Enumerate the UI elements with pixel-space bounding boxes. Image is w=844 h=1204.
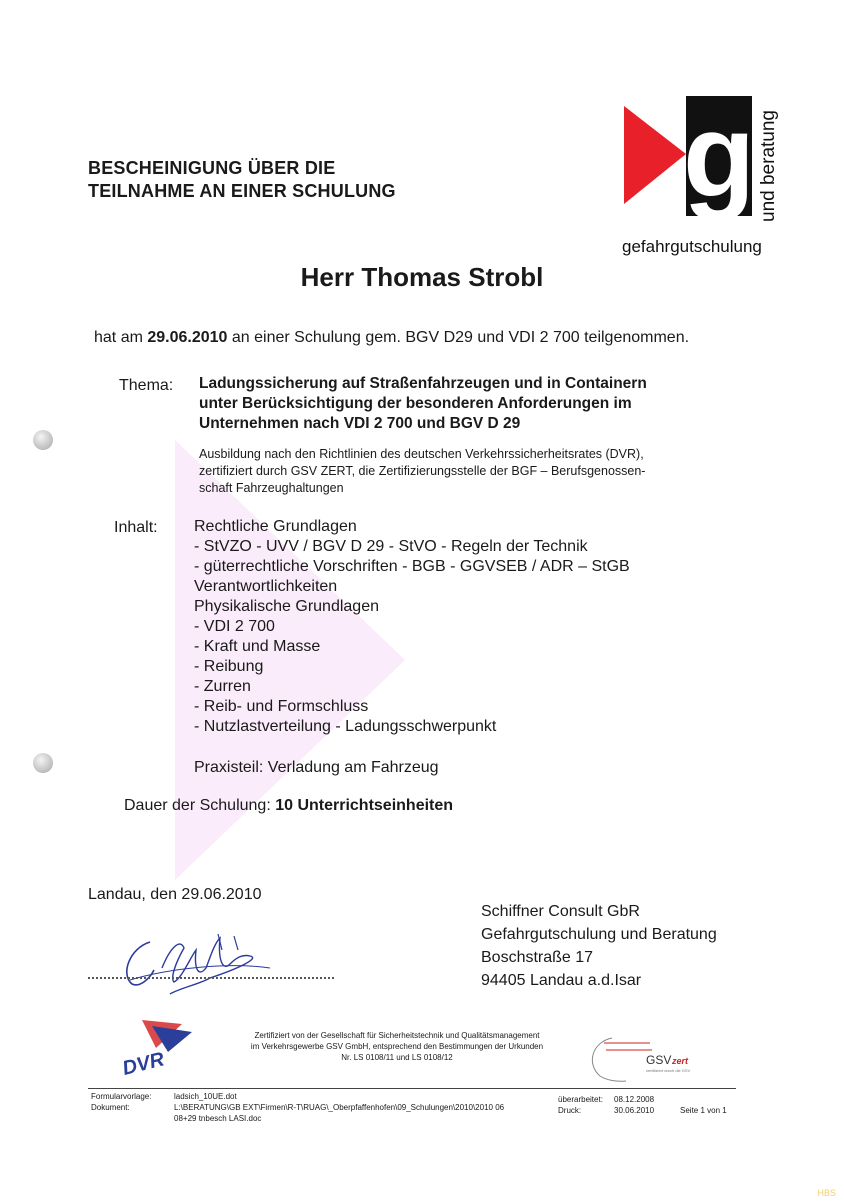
page-number: Seite 1 von 1 [680, 1106, 727, 1115]
gsv-tagline: zertifiziert durch die GSV [646, 1068, 691, 1073]
inhalt-item: Physikalische Grundlagen [194, 598, 379, 615]
duration-value: 10 Unterrichtseinheiten [275, 797, 454, 814]
corner-mark: HBS [817, 1188, 836, 1198]
gsv-zert-logo [586, 1034, 698, 1084]
training-date: 29.06.2010 [147, 329, 228, 346]
logo-caption: gefahrgutschulung [622, 237, 762, 256]
footer-date-labels [558, 1094, 603, 1116]
gefahrgutschulung-logo [620, 92, 780, 262]
intro-prefix: hat am [94, 329, 148, 346]
thema-line: Ladungssicherung auf Straßenfahrzeugen und in Containern [199, 375, 647, 392]
company-line: Boschstraße 17 [481, 949, 594, 966]
footer-date-values [614, 1094, 654, 1116]
inhalt-label: Inhalt: [114, 519, 158, 536]
gsv-suffix: zert [672, 1056, 689, 1066]
inhalt-item: Verantwortlichkeiten [194, 578, 338, 595]
inhalt-list [194, 517, 630, 737]
footer-values [174, 1091, 504, 1124]
inhalt-item: - Reibung [194, 658, 264, 675]
inhalt-item: - Zurren [194, 678, 251, 695]
thema-line: unter Berücksichtigung der besonderen Anforderungen im [199, 395, 632, 412]
druck-date: 30.06.2010 [614, 1106, 655, 1115]
inhalt-item: - VDI 2 700 [194, 618, 275, 635]
dvr-logo-text: DVR [120, 1048, 167, 1076]
footer-labels [91, 1091, 151, 1113]
thema-label: Thema: [119, 377, 174, 394]
company-line: Gefahrgutschulung und Beratung [481, 926, 717, 943]
dokument-path-cont: 08+29 tnbesch LASI.doc [174, 1114, 262, 1123]
heading-line-2: TEILNAHME AN EINER SCHULUNG [88, 181, 396, 201]
thema-note [199, 446, 739, 497]
place-and-date: Landau, den 29.06.2010 [88, 886, 262, 903]
dvr-logo [112, 1018, 198, 1076]
cert-line: im Verkehrsgewerbe GSV GmbH, entsprechend den Bestimmungen der Urkunden [250, 1042, 544, 1051]
bearbeitet-label: überarbeitet: [558, 1095, 603, 1104]
certification-text [232, 1030, 562, 1063]
company-line: Schiffner Consult GbR [481, 903, 640, 920]
intro-suffix: an einer Schulung gem. BGV D29 und VDI 2 700 teilgenommen. [227, 329, 690, 346]
recipient-name: Herr Thomas Strobl [300, 262, 544, 292]
note-line: Ausbildung nach den Richtlinien des deutschen Verkehrssicherheitsrates (DVR), [199, 447, 644, 461]
formularvorlage-value: ladsich_10UE.dot [174, 1092, 237, 1101]
footer-divider [88, 1088, 736, 1089]
inhalt-item: - Kraft und Masse [194, 638, 321, 655]
company-line: 94405 Landau a.d.Isar [481, 972, 642, 989]
note-line: schaft Fahrzeughaltungen [199, 481, 344, 495]
praxis-line: Praxisteil: Verladung am Fahrzeug [194, 759, 439, 776]
note-line: zertifiziert durch GSV ZERT, die Zertifizierungsstelle der BGF – Berufsgenossen- [199, 464, 646, 478]
signature [110, 928, 280, 1000]
formularvorlage-label: Formularvorlage: [91, 1092, 152, 1101]
inhalt-item: - Nutzlastverteilung - Ladungsschwerpunkt [194, 718, 497, 735]
bearbeitet-date: 08.12.2008 [614, 1095, 655, 1104]
intro-sentence [94, 329, 689, 347]
dokument-path: L:\BERATUNG\GB EXT\Firmen\R-T\RUAG\_Oberpfaffenhofen\09_Schulungen\2010\2010 06 [174, 1103, 505, 1112]
company-address [481, 900, 717, 992]
duration-line [124, 797, 453, 815]
cert-line: Nr. LS 0108/11 und LS 0108/12 [341, 1053, 453, 1062]
heading-line-1: BESCHEINIGUNG ÜBER DIE [88, 158, 336, 178]
punch-hole-top [33, 430, 53, 450]
signature-line [88, 977, 334, 979]
logo-letter: g [682, 92, 756, 222]
gsv-text: GSV [646, 1053, 672, 1067]
certificate-heading [88, 157, 396, 203]
cert-line: Zertifiziert von der Gesellschaft für Sicherheitstechnik und Qualitätsmanagement [254, 1031, 540, 1040]
duration-label: Dauer der Schulung: [124, 797, 276, 814]
thema-line: Unternehmen nach VDI 2 700 und BGV D 29 [199, 415, 521, 432]
thema-title [199, 374, 759, 434]
inhalt-item: - güterrechtliche Vorschriften - BGB - GGVSEB / ADR – StGB [194, 558, 630, 575]
logo-vertical-text: und beratung [758, 110, 779, 222]
druck-label: Druck: [558, 1106, 582, 1115]
punch-hole-bottom [33, 753, 53, 773]
inhalt-item: Rechtliche Grundlagen [194, 518, 357, 535]
dokument-label: Dokument: [91, 1103, 130, 1112]
inhalt-item: - Reib- und Formschluss [194, 698, 369, 715]
inhalt-item: - StVZO - UVV / BGV D 29 - StVO - Regeln der Technik [194, 538, 588, 555]
